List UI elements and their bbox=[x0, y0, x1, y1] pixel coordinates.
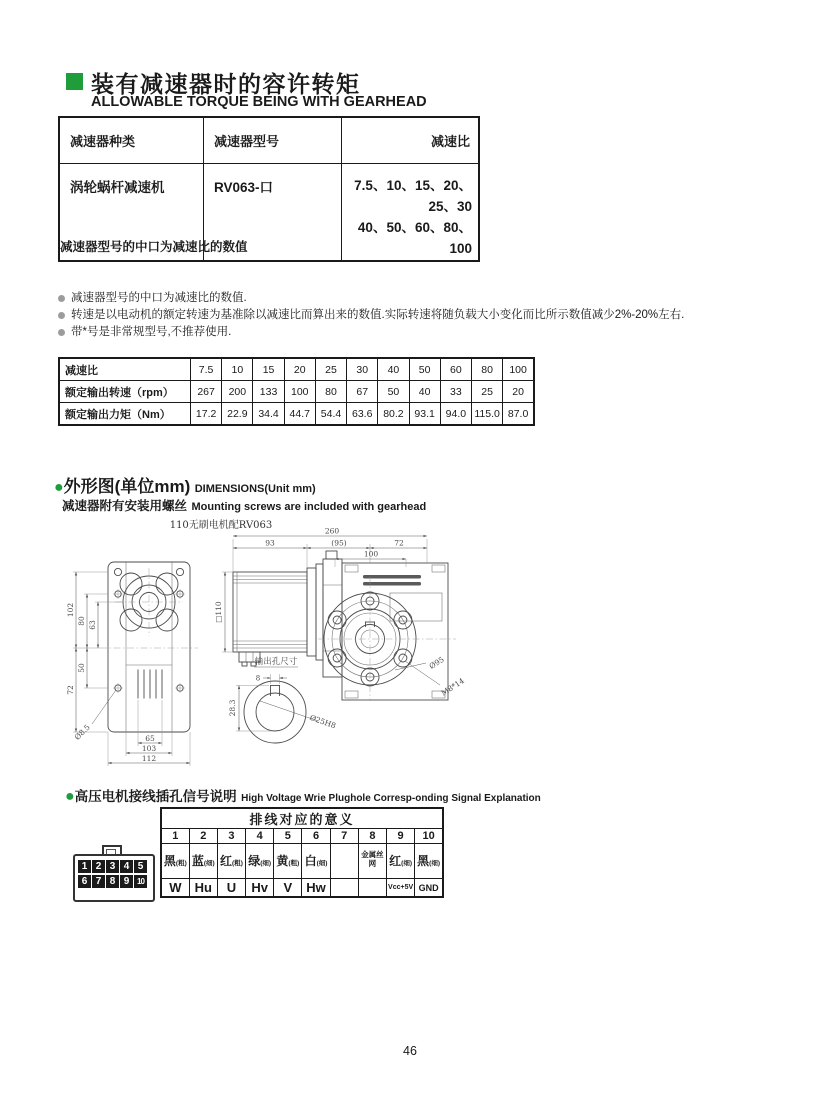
speed-value: 33 bbox=[440, 381, 471, 403]
page-subtitle: ALLOWABLE TORQUE BEING WITH GEARHEAD bbox=[91, 94, 427, 110]
wire-color: 红(细) bbox=[387, 844, 415, 879]
connector-pin: 1 bbox=[78, 860, 91, 873]
shaft-detail bbox=[228, 656, 337, 743]
wiring-title-en: High Voltage Wrie Plughole Corresp-onding Signal Explanation bbox=[241, 793, 541, 804]
signal: Hu bbox=[189, 879, 217, 898]
dim-93: 93 bbox=[265, 538, 275, 548]
ratio-value: 15 bbox=[253, 358, 284, 381]
wiring-signal-row bbox=[161, 879, 443, 898]
wire-color bbox=[330, 844, 358, 879]
dimensions-subtitle bbox=[62, 496, 426, 515]
note-text: 转速是以电动机的额定转速为基准除以减速比而算出来的数值.实际转速将随负载大小变化而比所示数值减少2%-20%左右. bbox=[71, 309, 685, 321]
gearhead-model: RV063-口 bbox=[204, 164, 342, 261]
connector-pin: 6 bbox=[78, 875, 91, 888]
dimensions-heading bbox=[54, 472, 316, 497]
speed-value: 267 bbox=[191, 381, 222, 403]
torque-value: 63.6 bbox=[347, 403, 378, 426]
green-dot-icon: ● bbox=[54, 479, 64, 496]
ratio-line-2: 40、50、60、80、100 bbox=[357, 219, 472, 256]
ratio-value: 40 bbox=[378, 358, 409, 381]
connector-plug-drawing bbox=[73, 845, 157, 901]
ratio-row bbox=[59, 358, 534, 381]
connector-pin: 2 bbox=[92, 860, 105, 873]
dim-63: 63 bbox=[88, 620, 97, 630]
page-title: 装有减速器时的容许转矩 bbox=[91, 71, 361, 97]
col-header-ratio: 减速比 bbox=[342, 117, 480, 164]
dim-bolt-m8: M8*14 bbox=[439, 676, 466, 698]
signal: U bbox=[217, 879, 245, 898]
dim-260: 260 bbox=[324, 526, 340, 536]
connector-pin: 7 bbox=[92, 875, 105, 888]
pin-number: 4 bbox=[246, 829, 274, 844]
pin-number: 7 bbox=[330, 829, 358, 844]
torque-value: 93.1 bbox=[409, 403, 440, 426]
notes-list bbox=[58, 290, 778, 341]
drawing-title: 110无刷电机配RV063 bbox=[169, 520, 273, 531]
dimension-drawing bbox=[60, 515, 500, 770]
dimensions-subtitle-en: Mounting screws are included with gearhead bbox=[191, 501, 427, 513]
wiring-table-title: 排线对应的意义 bbox=[161, 808, 443, 829]
side-view bbox=[214, 527, 466, 702]
pin-number: 3 bbox=[217, 829, 245, 844]
speed-value: 100 bbox=[284, 381, 315, 403]
note-text: 带*号是非常规型号,不推荐使用. bbox=[71, 326, 232, 338]
dim-80: 80 bbox=[77, 616, 86, 626]
connector-pin: 8 bbox=[106, 875, 119, 888]
green-dot-icon: ● bbox=[65, 788, 75, 805]
wire-color: 黑(粗) bbox=[161, 844, 189, 879]
dim-102: 102 bbox=[66, 602, 75, 618]
note-item bbox=[58, 307, 778, 324]
speed-value: 50 bbox=[378, 381, 409, 403]
torque-value: 80.2 bbox=[378, 403, 409, 426]
signal: Hv bbox=[246, 879, 274, 898]
dim-hole-8-5: Ø8.5 bbox=[72, 722, 92, 742]
gearhead-type: 涡轮蜗杆减速机 bbox=[59, 164, 204, 261]
dim-8: 8 bbox=[255, 674, 261, 683]
torque-value: 115.0 bbox=[471, 403, 502, 426]
page-number: 46 bbox=[403, 1044, 417, 1058]
gearhead-table-header bbox=[59, 117, 479, 164]
connector-pin: 5 bbox=[134, 860, 147, 873]
ratio-value: 7.5 bbox=[191, 358, 222, 381]
ratio-value: 100 bbox=[503, 358, 534, 381]
dimensions-title-zh: 外形图(单位mm) bbox=[63, 477, 191, 496]
wire-color: 蓝(细) bbox=[189, 844, 217, 879]
torque-value: 94.0 bbox=[440, 403, 471, 426]
wiring-pin-number-row bbox=[161, 829, 443, 844]
dim-28-3: 28.3 bbox=[228, 699, 237, 717]
torque-row-label: 额定输出力矩（Nm） bbox=[59, 403, 191, 426]
wire-color: 金属丝网 bbox=[358, 844, 386, 879]
wire-color: 绿(细) bbox=[246, 844, 274, 879]
dim-bore-25h8: Ø25H8 bbox=[308, 712, 338, 731]
torque-value: 87.0 bbox=[503, 403, 534, 426]
ratio-value: 80 bbox=[471, 358, 502, 381]
connector-pin: 10 bbox=[134, 875, 147, 888]
connector-pin-row-1 bbox=[78, 860, 147, 873]
gearhead-ratios bbox=[342, 164, 480, 261]
speed-value: 20 bbox=[503, 381, 534, 403]
dim-72-front: 72 bbox=[66, 685, 75, 695]
speed-value: 80 bbox=[315, 381, 346, 403]
signal: W bbox=[161, 879, 189, 898]
pin-number: 9 bbox=[387, 829, 415, 844]
torque-value: 44.7 bbox=[284, 403, 315, 426]
dim-72-side: 72 bbox=[394, 538, 404, 548]
dim-95: (95) bbox=[331, 538, 347, 548]
speed-row-label: 额定输出转速（rpm） bbox=[59, 381, 191, 403]
front-view bbox=[66, 562, 198, 766]
signal: GND bbox=[415, 879, 443, 898]
speed-value: 200 bbox=[222, 381, 253, 403]
connector-pin: 3 bbox=[106, 860, 119, 873]
wiring-table bbox=[160, 807, 444, 898]
wiring-heading bbox=[65, 785, 541, 806]
connector-pin: 4 bbox=[120, 860, 133, 873]
pin-number: 5 bbox=[274, 829, 302, 844]
connector-pin: 9 bbox=[120, 875, 133, 888]
ratio-value: 30 bbox=[347, 358, 378, 381]
ratio-row-label: 减速比 bbox=[59, 358, 191, 381]
wire-color: 白(细) bbox=[302, 844, 330, 879]
torque-value: 34.4 bbox=[253, 403, 284, 426]
note-item bbox=[58, 290, 778, 307]
dimensions-subtitle-zh: 减速器附有安装用螺丝 bbox=[62, 499, 188, 513]
signal: V bbox=[274, 879, 302, 898]
dim-65: 65 bbox=[145, 734, 155, 743]
wiring-color-row bbox=[161, 844, 443, 879]
col-header-type: 减速器种类 bbox=[59, 117, 204, 164]
dimensions-title-en: DIMENSIONS(Unit mm) bbox=[194, 483, 316, 495]
speed-value: 67 bbox=[347, 381, 378, 403]
ratio-value: 50 bbox=[409, 358, 440, 381]
ratio-table bbox=[58, 357, 535, 426]
ratio-value: 25 bbox=[315, 358, 346, 381]
wiring-table-title-row bbox=[161, 808, 443, 829]
pin-number: 6 bbox=[302, 829, 330, 844]
connector-body bbox=[73, 854, 155, 902]
speed-row bbox=[59, 381, 534, 403]
signal bbox=[330, 879, 358, 898]
ratio-line-1: 7.5、10、15、20、25、30 bbox=[354, 178, 472, 214]
bullet-dot-icon bbox=[58, 329, 65, 336]
dim-112: 112 bbox=[141, 754, 157, 763]
dim-100: 100 bbox=[363, 549, 379, 559]
ratio-value: 60 bbox=[440, 358, 471, 381]
wire-color: 红(粗) bbox=[217, 844, 245, 879]
connector-pin-row-2 bbox=[78, 875, 147, 888]
col-header-model: 减速器型号 bbox=[204, 117, 342, 164]
signal: Hw bbox=[302, 879, 330, 898]
speed-value: 133 bbox=[253, 381, 284, 403]
signal: Vcc+5V bbox=[387, 879, 415, 898]
bullet-dot-icon bbox=[58, 295, 65, 302]
ratio-value: 20 bbox=[284, 358, 315, 381]
speed-value: 40 bbox=[409, 381, 440, 403]
shaft-detail-label: 输出孔尺寸 bbox=[254, 657, 298, 667]
pin-number: 2 bbox=[189, 829, 217, 844]
dim-50: 50 bbox=[77, 663, 86, 673]
green-square-icon bbox=[66, 73, 83, 90]
note-item bbox=[58, 324, 778, 341]
dim-motor-110: □110 bbox=[214, 601, 223, 623]
wire-color: 黑(细) bbox=[415, 844, 443, 879]
dim-103: 103 bbox=[141, 744, 157, 753]
pin-number: 8 bbox=[358, 829, 386, 844]
torque-value: 17.2 bbox=[191, 403, 222, 426]
torque-value: 54.4 bbox=[315, 403, 346, 426]
torque-value: 22.9 bbox=[222, 403, 253, 426]
wiring-title-zh: 高压电机接线插孔信号说明 bbox=[74, 789, 237, 804]
signal bbox=[358, 879, 386, 898]
note-text: 减速器型号的中口为减速比的数值. bbox=[71, 292, 247, 304]
pin-number: 10 bbox=[415, 829, 443, 844]
wire-color: 黄(粗) bbox=[274, 844, 302, 879]
bullet-dot-icon bbox=[58, 312, 65, 319]
gearhead-table-note: 减速器型号的中口为减速比的数值 bbox=[60, 240, 248, 254]
torque-row bbox=[59, 403, 534, 426]
dim-flange-95: Ø95 bbox=[427, 654, 446, 671]
speed-value: 25 bbox=[471, 381, 502, 403]
pin-number: 1 bbox=[161, 829, 189, 844]
ratio-value: 10 bbox=[222, 358, 253, 381]
